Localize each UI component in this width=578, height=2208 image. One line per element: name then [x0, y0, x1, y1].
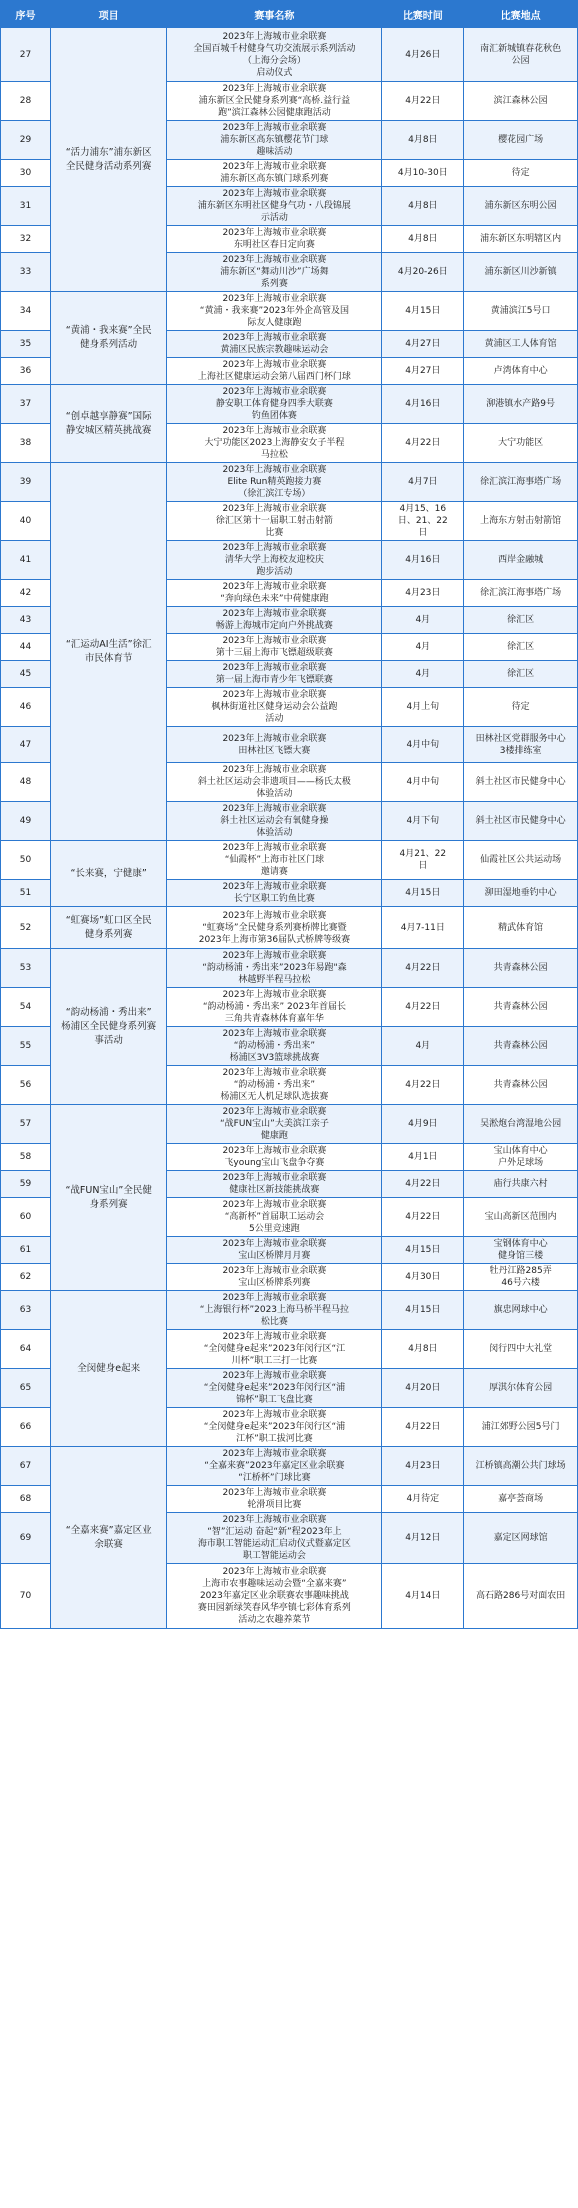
event-name: 2023年上海城市业余联赛 “高新杯”首届职工运动会 5公里竞速跑 [167, 1198, 382, 1237]
event-time: 4月20-26日 [382, 253, 464, 292]
event-name: 2023年上海城市业余联赛 大宁功能区2023上海静安女子半程 马拉松 [167, 424, 382, 463]
row-number: 44 [1, 634, 51, 661]
project-group-label: “汇运动AI生活”徐汇 市民体育节 [65, 638, 152, 664]
event-location: 宝山体育中心 户外足球场 [464, 1144, 578, 1171]
row-number: 28 [1, 82, 51, 121]
event-time: 4月23日 [382, 1447, 464, 1486]
row-number: 69 [1, 1513, 51, 1564]
event-location: 大宁功能区 [464, 424, 578, 463]
event-time: 4月 [382, 661, 464, 688]
event-location: 徐汇区 [464, 661, 578, 688]
event-name: 2023年上海城市业余联赛 “黄浦・我来赛”2023年外企高管及国 际友人健康跑 [167, 292, 382, 331]
event-name: 2023年上海城市业余联赛 清华大学上海校友迎校庆 跑步活动 [167, 541, 382, 580]
event-name: 2023年上海城市业余联赛 静安职工体育健身四季大联赛 钓鱼团体赛 [167, 385, 382, 424]
row-number: 54 [1, 988, 51, 1027]
event-time: 4月15日 [382, 880, 464, 907]
event-name: 2023年上海城市业余联赛 “智”汇运动 奋起“新”程2023年上 海市职工智能运动汇启动仪式暨嘉定区 职工智能运动会 [167, 1513, 382, 1564]
project-group-label: 全闵健身e起来 [77, 1362, 141, 1374]
event-location: 浦东新区东明公园 [464, 187, 578, 226]
table-row [1, 1105, 578, 1144]
row-number: 40 [1, 502, 51, 541]
table-row [1, 949, 578, 988]
row-number: 34 [1, 292, 51, 331]
event-time: 4月15日 [382, 292, 464, 331]
project-group-label: “黄浦・我来赛”全民 健身系列活动 [65, 325, 152, 350]
event-name: 2023年上海城市业余联赛 “奔向绿色未来”中荷健康跑 [167, 580, 382, 607]
event-time: 4月15日 [382, 1291, 464, 1330]
event-name: 2023年上海城市业余联赛 轮滑项目比赛 [167, 1486, 382, 1513]
event-time: 4月1日 [382, 1144, 464, 1171]
project-group-label: “长来赛，宁健康” [70, 867, 147, 879]
row-number: 53 [1, 949, 51, 988]
row-number: 30 [1, 160, 51, 187]
event-name: 2023年上海城市业余联赛 斜土社区运动会非遗项目——杨氏太极 体验活动 [167, 763, 382, 802]
row-number: 63 [1, 1291, 51, 1330]
event-name: 2023年上海城市业余联赛 宝山区桥牌系列赛 [167, 1264, 382, 1291]
event-name: 2023年上海城市业余联赛 飞young宝山飞盘争夺赛 [167, 1144, 382, 1171]
row-number: 39 [1, 463, 51, 502]
event-location: 厚淇尔体育公园 [464, 1369, 578, 1408]
event-location: 庙行共康六村 [464, 1171, 578, 1198]
header-no: 序号 [1, 1, 51, 28]
project-group-cell [50, 1447, 167, 1629]
event-name: 2023年上海城市业余联赛 “全嘉来赛”2023年嘉定区业余联赛 “江桥杯”门球比赛 [167, 1447, 382, 1486]
event-name: 2023年上海城市业余联赛 上海社区健康运动会第八届西门杯门球 [167, 358, 382, 385]
event-location: 西岸金融城 [464, 541, 578, 580]
event-location: 仙霞社区公共运动场 [464, 841, 578, 880]
event-name: 2023年上海城市业余联赛 Elite Run精英跑接力赛 （徐汇滨江专场） [167, 463, 382, 502]
project-group-label: “虹赛场”虹口区全民 健身系列赛 [65, 914, 152, 940]
event-name: 2023年上海城市业余联赛 全国百城千村健身气功交流展示系列活动 （上海分会场） 启动仪式 [167, 28, 382, 82]
event-name: 2023年上海城市业余联赛 浦东新区“舞动川沙”广场舞 系列赛 [167, 253, 382, 292]
event-time: 4月8日 [382, 226, 464, 253]
row-number: 36 [1, 358, 51, 385]
event-time: 4月23日 [382, 580, 464, 607]
event-location: 共青森林公园 [464, 988, 578, 1027]
event-time: 4月 [382, 1027, 464, 1066]
row-number: 38 [1, 424, 51, 463]
event-name: 2023年上海城市业余联赛 黄浦区民族宗教趣味运动会 [167, 331, 382, 358]
event-location: 滨江森林公园 [464, 82, 578, 121]
event-location: 徐汇滨江海事塔广场 [464, 463, 578, 502]
row-number: 52 [1, 907, 51, 949]
event-name: 2023年上海城市业余联赛 斜土社区运动会有氧健身操 体验活动 [167, 802, 382, 841]
event-time: 4月下旬 [382, 802, 464, 841]
event-time: 4月中旬 [382, 763, 464, 802]
table-row [1, 1447, 578, 1486]
row-number: 70 [1, 1564, 51, 1629]
event-name: 2023年上海城市业余联赛 第一届上海市青少年飞镖联赛 [167, 661, 382, 688]
event-time: 4月30日 [382, 1264, 464, 1291]
event-time: 4月8日 [382, 121, 464, 160]
table-row [1, 385, 578, 424]
project-group-cell [50, 292, 167, 385]
event-time: 4月22日 [382, 1198, 464, 1237]
project-group-cell [50, 463, 167, 841]
event-name: 2023年上海城市业余联赛 “仙霞杯”上海市社区门球 邀请赛 [167, 841, 382, 880]
row-number: 49 [1, 802, 51, 841]
event-name: 2023年上海城市业余联赛 浦东新区全民健身系列赛“高桥.益行益 跑”滨江森林公园健康跑活动 [167, 82, 382, 121]
event-location: 待定 [464, 688, 578, 727]
project-group-label: “活力浦东”浦东新区 全民健身活动系列赛 [65, 146, 152, 172]
event-location: 高石路286号对面农田 [464, 1564, 578, 1629]
event-time: 4月22日 [382, 949, 464, 988]
table-body [1, 28, 578, 1629]
row-number: 60 [1, 1198, 51, 1237]
row-number: 45 [1, 661, 51, 688]
event-location: 浦东新区川沙新镇 [464, 253, 578, 292]
event-name: 2023年上海城市业余联赛 宝山区桥牌月月赛 [167, 1237, 382, 1264]
row-number: 67 [1, 1447, 51, 1486]
event-location: 樱花园广场 [464, 121, 578, 160]
project-group-label: “全嘉来赛”嘉定区业 余联赛 [65, 1524, 152, 1550]
row-number: 56 [1, 1066, 51, 1105]
project-group-cell [50, 841, 167, 907]
table-row [1, 292, 578, 331]
project-group-cell [50, 1105, 167, 1291]
row-number: 41 [1, 541, 51, 580]
event-time: 4月15、16 日、21、22 日 [382, 502, 464, 541]
event-location: 江桥镇高潮公共门球场 [464, 1447, 578, 1486]
event-location: 徐汇滨江海事塔广场 [464, 580, 578, 607]
project-group-cell [50, 949, 167, 1105]
event-location: 斜土社区市民健身中心 [464, 763, 578, 802]
row-number: 51 [1, 880, 51, 907]
event-location: 上海东方射击射箭馆 [464, 502, 578, 541]
event-time: 4月中旬 [382, 727, 464, 763]
event-time: 4月15日 [382, 1237, 464, 1264]
row-number: 43 [1, 607, 51, 634]
event-time: 4月7-11日 [382, 907, 464, 949]
event-time: 4月12日 [382, 1513, 464, 1564]
row-number: 62 [1, 1264, 51, 1291]
event-name: 2023年上海城市业余联赛 “全闵健身e起来”2023年闵行区“浦 江杯”职工拔河比赛 [167, 1408, 382, 1447]
event-name: 2023年上海城市业余联赛 “韵动杨浦・秀出来” 杨浦区3V3篮球挑战赛 [167, 1027, 382, 1066]
header-time: 比赛时间 [382, 1, 464, 28]
event-name: 2023年上海城市业余联赛 上海市农事趣味运动会暨“全嘉来赛” 2023年嘉定区业余联赛农事趣味挑战 赛田园新绿笑春风华亭镇七彩体育系列 活动之农趣养菜节 [167, 1564, 382, 1629]
event-time: 4月7日 [382, 463, 464, 502]
event-time: 4月22日 [382, 1408, 464, 1447]
event-location: 嘉亭荟商场 [464, 1486, 578, 1513]
row-number: 42 [1, 580, 51, 607]
event-name: 2023年上海城市业余联赛 浦东新区高东镇樱花节门球 趣味活动 [167, 121, 382, 160]
row-number: 37 [1, 385, 51, 424]
header-event: 赛事名称 [167, 1, 382, 28]
header-project: 项目 [50, 1, 167, 28]
event-time: 4月8日 [382, 1330, 464, 1369]
event-name: 2023年上海城市业余联赛 畅游上海城市定向户外挑战赛 [167, 607, 382, 634]
row-number: 32 [1, 226, 51, 253]
event-time: 4月20日 [382, 1369, 464, 1408]
event-location: 徐汇区 [464, 607, 578, 634]
event-location: 共青森林公园 [464, 1066, 578, 1105]
event-location: 共青森林公园 [464, 949, 578, 988]
row-number: 46 [1, 688, 51, 727]
event-time: 4月26日 [382, 28, 464, 82]
table-header-row [1, 1, 578, 28]
event-location: 泖港镇水产路9号 [464, 385, 578, 424]
event-location: 南汇新城镇春花秋色 公园 [464, 28, 578, 82]
event-time: 4月22日 [382, 988, 464, 1027]
project-group-cell [50, 28, 167, 292]
row-number: 58 [1, 1144, 51, 1171]
event-name: 2023年上海城市业余联赛 田林社区飞镖大赛 [167, 727, 382, 763]
event-name: 2023年上海城市业余联赛 “全闵健身e起来”2023年闵行区“浦 锦杯”职工飞盘比赛 [167, 1369, 382, 1408]
table-row [1, 841, 578, 880]
event-location: 嘉定区网球馆 [464, 1513, 578, 1564]
event-name: 2023年上海城市业余联赛 “虹赛场”全民健身系列赛桥牌比赛暨 2023年上海市第36届队式桥牌等级赛 [167, 907, 382, 949]
row-number: 64 [1, 1330, 51, 1369]
event-name: 2023年上海城市业余联赛 徐汇区第十一届职工射击射箭 比赛 [167, 502, 382, 541]
row-number: 57 [1, 1105, 51, 1144]
header-location: 比赛地点 [464, 1, 578, 28]
event-time: 4月9日 [382, 1105, 464, 1144]
event-name: 2023年上海城市业余联赛 “战FUN宝山”大美滨江亲子 健康跑 [167, 1105, 382, 1144]
row-number: 48 [1, 763, 51, 802]
project-group-label: “战FUN宝山”全民健 身系列赛 [65, 1184, 152, 1210]
event-name: 2023年上海城市业余联赛 “韵动杨浦・秀出来”2023年易跑"森 林越野半程马拉松 [167, 949, 382, 988]
event-name: 2023年上海城市业余联赛 健康社区新技能挑战赛 [167, 1171, 382, 1198]
table-row [1, 907, 578, 949]
row-number: 50 [1, 841, 51, 880]
event-name: 2023年上海城市业余联赛 浦东新区高东镇门球系列赛 [167, 160, 382, 187]
event-location: 黄浦滨江5号口 [464, 292, 578, 331]
event-location: 牡丹江路285弄 46号六楼 [464, 1264, 578, 1291]
event-name: 2023年上海城市业余联赛 “韵动杨浦・秀出来” 2023年首届长 三角共青森林体育嘉年华 [167, 988, 382, 1027]
row-number: 35 [1, 331, 51, 358]
event-location: 徐汇区 [464, 634, 578, 661]
event-location: 泖田湿地垂钓中心 [464, 880, 578, 907]
event-name: 2023年上海城市业余联赛 “韵动杨浦・秀出来” 杨浦区无人机足球队选拔赛 [167, 1066, 382, 1105]
event-name: 2023年上海城市业余联赛 枫林街道社区健身运动会公益跑 活动 [167, 688, 382, 727]
project-group-label: “创卓越享静赛”国际 静安城区精英挑战赛 [65, 410, 152, 436]
table-row [1, 463, 578, 502]
event-name: 2023年上海城市业余联赛 “上海银行杯”2023上海马桥半程马拉 松比赛 [167, 1291, 382, 1330]
row-number: 33 [1, 253, 51, 292]
event-time: 4月上旬 [382, 688, 464, 727]
event-location: 卢湾体育中心 [464, 358, 578, 385]
event-time: 4月27日 [382, 331, 464, 358]
row-number: 65 [1, 1369, 51, 1408]
event-name: 2023年上海城市业余联赛 浦东新区东明社区健身气功・八段锦展 示活动 [167, 187, 382, 226]
row-number: 47 [1, 727, 51, 763]
row-number: 55 [1, 1027, 51, 1066]
event-location: 宝山高新区范围内 [464, 1198, 578, 1237]
event-location: 旗忠网球中心 [464, 1291, 578, 1330]
row-number: 68 [1, 1486, 51, 1513]
event-time: 4月22日 [382, 1171, 464, 1198]
event-location: 待定 [464, 160, 578, 187]
event-time: 4月16日 [382, 541, 464, 580]
row-number: 29 [1, 121, 51, 160]
row-number: 66 [1, 1408, 51, 1447]
event-time: 4月 [382, 607, 464, 634]
table-row [1, 28, 578, 82]
event-time: 4月10-30日 [382, 160, 464, 187]
event-time: 4月27日 [382, 358, 464, 385]
row-number: 27 [1, 28, 51, 82]
event-time: 4月8日 [382, 187, 464, 226]
event-name: 2023年上海城市业余联赛 “全闵健身e起来”2023年闵行区“江 川杯”职工三打一比赛 [167, 1330, 382, 1369]
project-group-cell [50, 1291, 167, 1447]
event-location: 吴淞炮台湾湿地公园 [464, 1105, 578, 1144]
event-time: 4月22日 [382, 424, 464, 463]
event-time: 4月14日 [382, 1564, 464, 1629]
project-group-cell [50, 907, 167, 949]
event-location: 浦江郊野公园5号门 [464, 1408, 578, 1447]
event-name: 2023年上海城市业余联赛 长宁区职工钓鱼比赛 [167, 880, 382, 907]
event-time: 4月22日 [382, 82, 464, 121]
event-time: 4月16日 [382, 385, 464, 424]
event-time: 4月待定 [382, 1486, 464, 1513]
row-number: 31 [1, 187, 51, 226]
table-row [1, 1291, 578, 1330]
row-number: 59 [1, 1171, 51, 1198]
event-location: 田林社区党群服务中心 3楼排练室 [464, 727, 578, 763]
event-time: 4月22日 [382, 1066, 464, 1105]
event-time: 4月21、22 日 [382, 841, 464, 880]
event-name: 2023年上海城市业余联赛 东明社区春日定向赛 [167, 226, 382, 253]
event-time: 4月 [382, 634, 464, 661]
project-group-label: “韵动杨浦・秀出来” 杨浦区全民健身系列赛事活动 [61, 1006, 157, 1046]
event-location: 精武体育馆 [464, 907, 578, 949]
event-location: 浦东新区东明辖区内 [464, 226, 578, 253]
project-group-cell [50, 385, 167, 463]
event-location: 黄浦区工人体育馆 [464, 331, 578, 358]
event-location: 共青森林公园 [464, 1027, 578, 1066]
event-location: 闵行四中大礼堂 [464, 1330, 578, 1369]
event-location: 宝钢体育中心 健身馆三楼 [464, 1237, 578, 1264]
event-name: 2023年上海城市业余联赛 第十三届上海市飞镖超级联赛 [167, 634, 382, 661]
row-number: 61 [1, 1237, 51, 1264]
event-location: 斜土社区市民健身中心 [464, 802, 578, 841]
